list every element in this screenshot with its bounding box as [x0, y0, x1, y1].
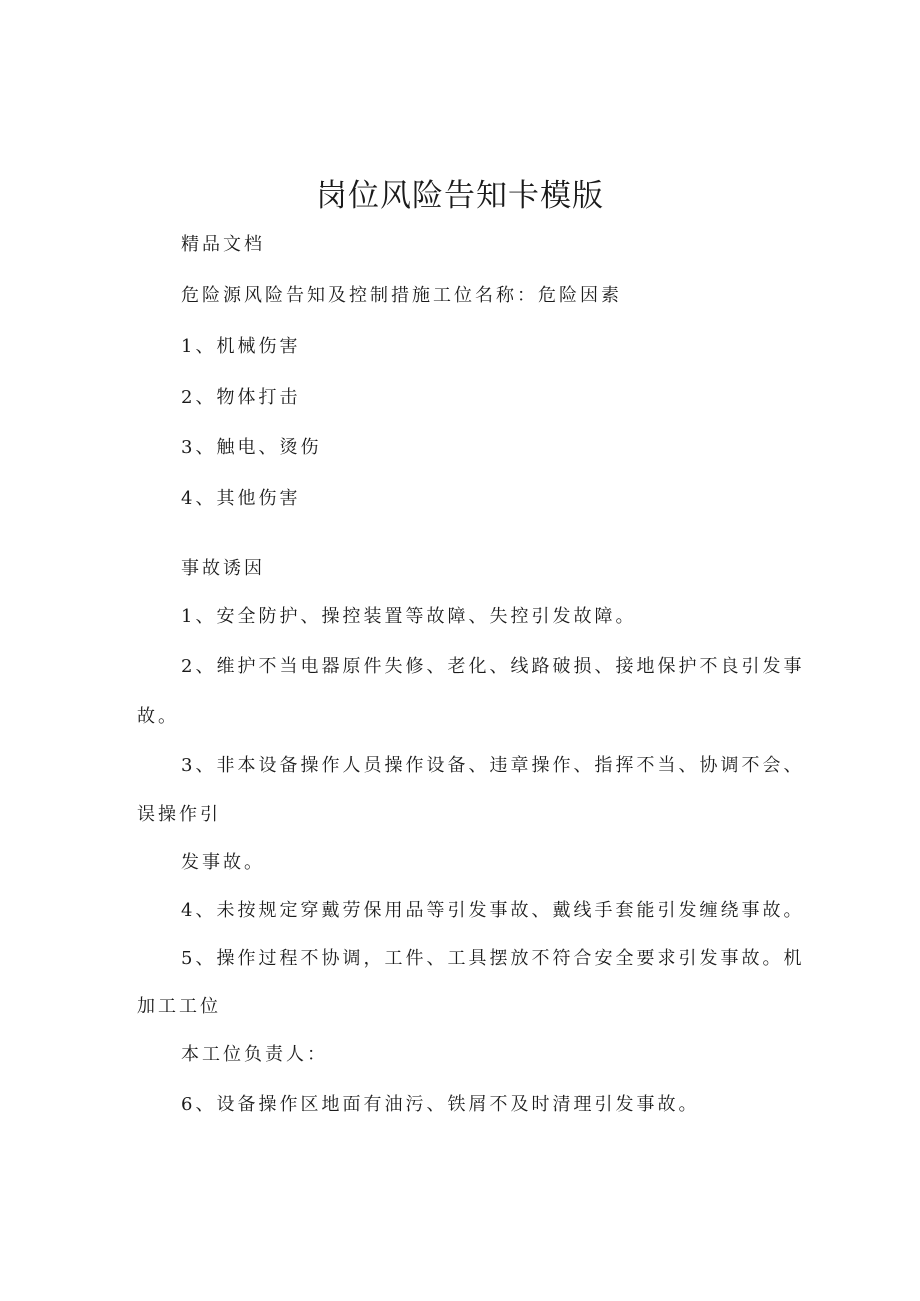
- cause-item-2-cont: 故。: [137, 706, 179, 727]
- cause-item-5-cont: 加工工位: [137, 996, 221, 1017]
- document-title: 岗位风险告知卡模版: [316, 178, 604, 214]
- hazard-item-2: 2、物体打击: [181, 387, 301, 408]
- cause-item-3-cont2: 发事故。: [181, 852, 265, 873]
- hazard-item-3: 3、触电、烫伤: [181, 437, 322, 458]
- cause-item-6: 6、设备操作区地面有油污、铁屑不及时清理引发事故。: [181, 1094, 700, 1115]
- doc-subtitle: 危险源风险告知及控制措施工位名称：危险因素: [181, 285, 622, 306]
- cause-item-2: 2、维护不当电器原件失修、老化、线路破损、接地保护不良引发事: [181, 656, 805, 677]
- section-heading-causes: 事故诱因: [181, 558, 265, 579]
- responsible-person-label: 本工位负责人：: [181, 1044, 328, 1065]
- doc-header-label: 精品文档: [181, 234, 265, 255]
- cause-item-5: 5、操作过程不协调，工件、工具摆放不符合安全要求引发事故。机: [181, 948, 805, 969]
- cause-item-3: 3、非本设备操作人员操作设备、违章操作、指挥不当、协调不会、: [181, 755, 805, 776]
- hazard-item-1: 1、机械伤害: [181, 336, 301, 357]
- cause-item-3-cont: 误操作引: [137, 804, 221, 825]
- cause-item-4: 4、未按规定穿戴劳保用品等引发事故、戴线手套能引发缠绕事故。: [181, 900, 805, 921]
- hazard-item-4: 4、其他伤害: [181, 488, 301, 509]
- cause-item-1: 1、安全防护、操控装置等故障、失控引发故障。: [181, 606, 637, 627]
